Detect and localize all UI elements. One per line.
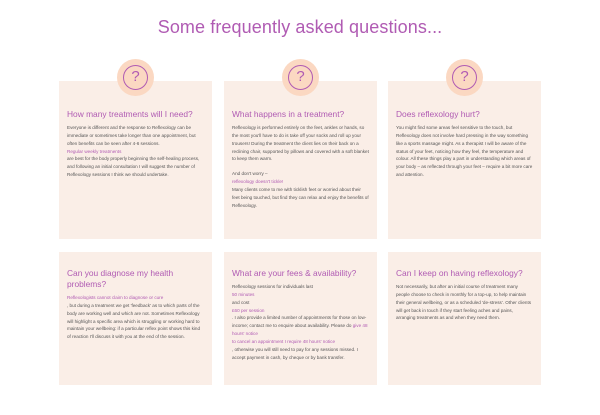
- answer-text: and cost: [232, 299, 250, 305]
- faq-card-does-it-hurt: [388, 68, 541, 239]
- answer-text: Reflexology is performed entirely on the feet, ankles or hands, so the most you'll have to do is take off your socks and roll up your trousers! During the treatment the client lies on their back on a reclining chair, supported by pillows and covered with a soft blanket to keep them warm.: [232, 125, 369, 162]
- answer-text: Many clients come to me with ticklish feet or worried about their feet being touched, but find they can relax and enjoy the benefits of Reflexology.: [232, 186, 369, 208]
- question-mark-icon: ?: [123, 65, 148, 90]
- question-icon-badge: [446, 59, 483, 96]
- question-icon-badge: [282, 59, 319, 96]
- page-title: Some frequently asked questions...: [157, 17, 443, 37]
- answer-text: Please do: [331, 323, 352, 329]
- answer-text: , otherwise you will still need to pay for any sessions missed. I accept payment in cash, by cheque or by bank transfer.: [232, 346, 358, 360]
- faq-answer: [232, 170, 369, 209]
- faq-answer: You might find some areas feel sensitive to the touch, but Reflexology does not involve hard pressing in the way something like a sports massage might. As a therapist I will be aware of the status of your feet, noticing how they feel, the temperature and colour. All these things play a part in understanding which areas of your body – as reflected through your feet – require a bit more care and attention.: [396, 125, 533, 178]
- faq-answer: Not necessarily, but after an initial course of treatment many people choose to check in monthly for a top-up, to help maintain their general wellbeing, or as a scheduled 'de-stress'. Other clients will get back in touch if they start feeling aches and pains, arranging treatments as and when they need them.: [396, 284, 532, 321]
- answer-text: And don't worry –: [232, 171, 268, 177]
- faq-card-fees-availability: [224, 252, 377, 385]
- notice-text: give 48 hours' notice: [232, 323, 368, 337]
- faq-question: Does reflexology hurt?: [396, 109, 480, 119]
- answer-text: are best for the body properly beginning the self-healing process, and following an initial consultation I will suggest the number of Reflexology sessions I think we should undertake.: [67, 156, 200, 178]
- faq-question: How many treatments will I need?: [67, 109, 193, 119]
- session-price: £60 per session: [232, 307, 265, 313]
- question-icon-badge: [117, 59, 154, 96]
- faq-question: Can you diagnose my health problems?: [67, 268, 174, 289]
- question-mark-icon: ?: [452, 65, 477, 90]
- answer-text: Everyone is different and the response to Reflexology can be immediate or sometimes take longer than one appointment, but often benefits can be seen after 4-6 sessions.: [67, 125, 196, 146]
- faq-answer: [67, 124, 204, 179]
- faq-question: What are your fees & availability?: [232, 268, 357, 278]
- faq-answer: [67, 294, 204, 341]
- faq-card-keep-having: [388, 252, 541, 385]
- answer-text: . I also provide a limited number of appointments for those on low-income; contact me to enquire about availability.: [232, 315, 367, 329]
- answer-highlight: reflexology doesn't tickle!: [232, 179, 284, 185]
- faq-card-diagnose: [59, 252, 212, 385]
- session-duration: 50 minutes: [232, 291, 255, 297]
- cancellation-policy: to cancel an appointment I require 48 hours' notice: [232, 338, 336, 344]
- faq-card-what-happens: [224, 68, 377, 239]
- answer-highlight: Regular weekly treatments: [67, 148, 122, 154]
- faq-question: What happens in a treatment?: [232, 109, 345, 119]
- faq-question: Can I keep on having reflexology?: [396, 268, 523, 278]
- faq-answer: [232, 124, 369, 163]
- faq-card-treatments-needed: [59, 68, 212, 239]
- answer-highlight: Reflexologists cannot claim to diagnose or cure: [67, 295, 164, 300]
- answer-text: Reflexology sessions for individuals last: [232, 284, 313, 289]
- answer-text: , but during a treatment we get 'feedback' as to which parts of the body are working well and which are not. Sometimes Reflexology will highlight a specific area which is struggling or working hard to maintain your wellbeing: if a particular reflex point shows this kind of reaction I'll discuss it with you at the end of the session.: [67, 302, 201, 340]
- faq-answer: [232, 283, 369, 361]
- question-mark-icon: ?: [288, 65, 313, 90]
